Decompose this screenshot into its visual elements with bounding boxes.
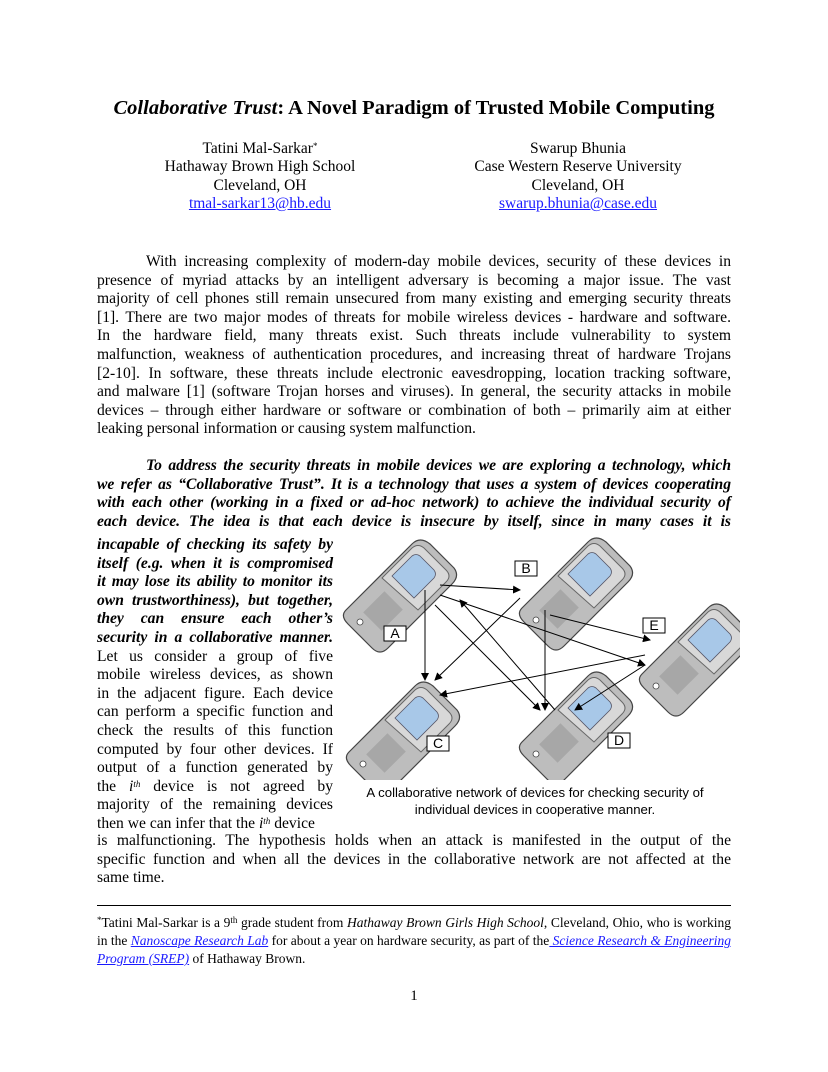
text-line: in the adjacent figure. Each device <box>97 684 333 702</box>
text-line: itself (e.g. when it is compromised <box>97 554 333 572</box>
author-footnote-mark: * <box>312 141 318 151</box>
text-line: [1]. There are two major modes of threats for mobile wireless devices - hardware and software. <box>97 308 731 326</box>
author-block-1 <box>150 140 370 213</box>
caption-line: A collaborative network of devices for checking security of <box>366 785 704 800</box>
text-line: is malfunctioning. The hypothesis holds when an attack is manifested in the output of the <box>97 832 731 849</box>
title-italic-part: Collaborative Trust <box>113 97 278 119</box>
text-line: can perform a specific function and <box>97 703 333 721</box>
node-label-d: D <box>613 732 625 748</box>
author-affiliation: Hathaway Brown High School <box>164 158 356 176</box>
srep-program-link[interactable]: Science Research & Engineering Program (SREP) <box>97 933 731 966</box>
author-location: Cleveland, OH <box>531 176 625 194</box>
author-name: Swarup Bhunia <box>529 140 626 157</box>
text-line: then we can infer that the $i^{th}$ device <box>97 814 315 832</box>
text-line: leaking personal information or causing system malfunction. <box>97 420 476 438</box>
text-line: presence of myriad attacks by an intelligent adversary is becoming a major issue. The vast <box>97 271 731 289</box>
author-location: Cleveland, OH <box>213 176 307 194</box>
phone-icon <box>346 682 459 780</box>
author-affiliation: Case Western Reserve University <box>474 158 682 176</box>
text-line: they can ensure each other’s <box>97 610 333 628</box>
text-line: each device. The idea is that each device is insecure by itself, since in many cases it is <box>97 512 731 530</box>
node-label-b: B <box>521 560 531 576</box>
node-label-c: C <box>432 735 444 751</box>
text-line: To address the security threats in mobile devices we are exploring a technology, which <box>146 457 731 474</box>
footnote: *Tatini Mal-Sarkar is a 9th grade student from Hathaway Brown Girls High School, Cleveland, Ohio, who is working in the Nanoscape Research Lab for about a year on hardware security, as part of the Science Research & Engineering Program (SREP) of Hathaway Brown. <box>97 915 732 966</box>
node-label-a: A <box>390 625 400 641</box>
text-line: majority of the remaining devices <box>97 796 333 814</box>
paragraph-intro <box>97 253 731 439</box>
collaborative-network-figure <box>340 530 740 780</box>
text-line: the $i^{th}$ device is not agreed by <box>97 777 333 795</box>
footnote-divider <box>97 905 731 906</box>
text-line: In the hardware field, many threats exist. Such threats include vulnerability to system <box>97 327 731 345</box>
paragraph-proposal <box>97 457 731 531</box>
school-name: Hathaway Brown Girls High School <box>347 915 544 930</box>
text-line: own trustworthiness), but together, <box>97 591 333 609</box>
text-line: output of a function generated by <box>97 759 333 777</box>
text-line: and malware [1] (software Trojan horses and viruses). In general, the security attacks in mobile <box>97 383 731 401</box>
text-line: computed by four other devices. If <box>97 740 333 758</box>
paper-title <box>0 97 828 120</box>
caption-line: individual devices in cooperative manner. <box>414 801 656 817</box>
node-label-e: E <box>649 617 659 633</box>
text-line: majority of cell phones still remain unsecured from many existing and emerging security threats <box>97 290 731 308</box>
text-line: it may lose its ability to monitor its <box>97 573 333 591</box>
text-line: With increasing complexity of modern-day mobile devices, security of these devices in <box>146 253 731 270</box>
text-line: [2-10]. In software, these threats include electronic eavesdropping, location tracking software, <box>97 364 731 382</box>
footnote-mark: * <box>97 915 102 925</box>
wrapped-text-column <box>97 536 333 834</box>
nanoscape-lab-link[interactable]: Nanoscape Research Lab <box>130 933 269 948</box>
figure-caption <box>340 785 730 818</box>
paragraph-conclusion <box>97 832 731 888</box>
text-line: Let us consider a group of five <box>97 647 333 665</box>
text-line: devices – through either hardware or software or combination of both – primarily aim at either <box>97 401 731 419</box>
text-line: we refer as “Collaborative Trust”. It is a technology that uses a system of devices cooperating <box>97 475 731 493</box>
text-line: malfunction, weakness of authentication procedures, and increasing threat of hardware Trojans <box>97 345 731 363</box>
text-line: check the results of this function <box>97 721 333 739</box>
title-rest: : A Novel Paradigm of Trusted Mobile Computing <box>277 97 715 119</box>
author-block-2 <box>458 140 698 213</box>
author-name: Tatini Mal-Sarkar <box>202 140 313 157</box>
text-line: with each other (working in a fixed or ad-hoc network) to achieve the individual security of <box>97 494 731 512</box>
text-line: specific function and when all the devices in the collaborative network are not affected at the <box>97 850 731 868</box>
page-number: 1 <box>410 988 418 1004</box>
text-line: incapable of checking its safety by <box>97 536 333 553</box>
text-line: security in a collaborative manner. <box>97 628 333 646</box>
author-email-link[interactable]: tmal-sarkar13@hb.edu <box>188 194 332 212</box>
author-email-link[interactable]: swarup.bhunia@case.edu <box>498 194 658 212</box>
text-line: mobile wireless devices, as shown <box>97 666 333 684</box>
text-line: same time. <box>97 869 165 887</box>
phone-icon <box>519 538 632 650</box>
